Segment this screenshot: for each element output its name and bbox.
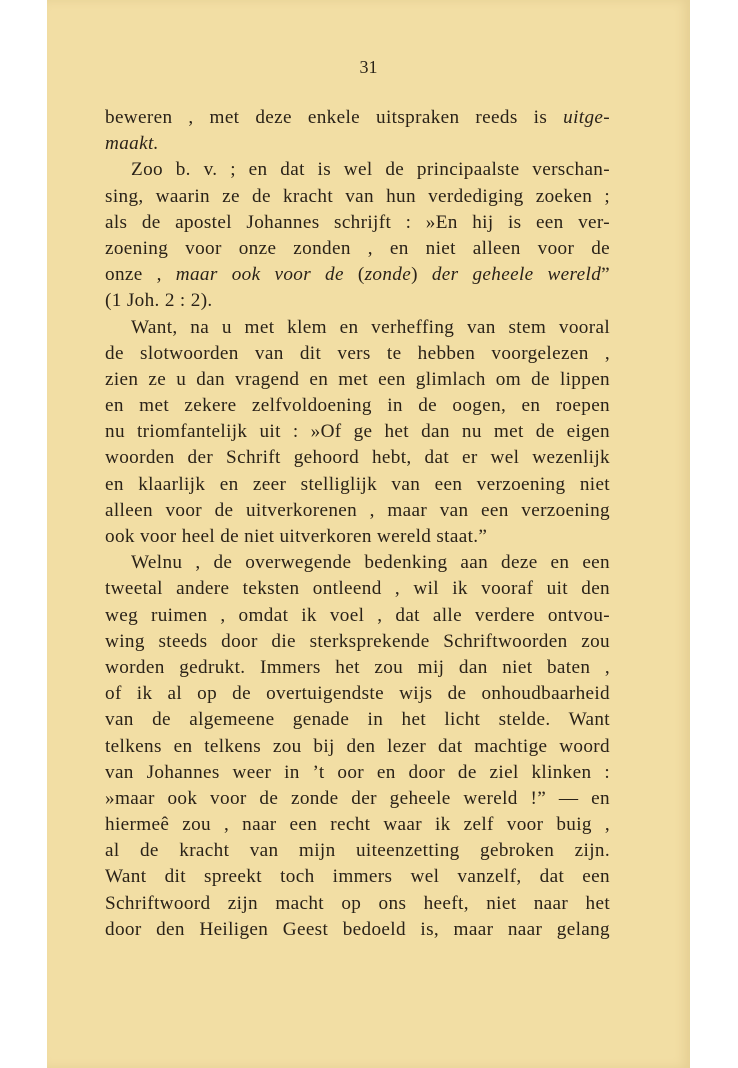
text-line [105,236,610,262]
text-segment: Welnu , de overwegende bedenking aan deze en een [131,552,610,574]
text-line [105,603,610,629]
text-line [105,131,610,157]
text-segment: of ik al op de overtuigendste wijs de onhoudbaarheid [105,683,610,705]
text-segment: onze , [105,264,176,286]
text-line [105,210,610,236]
text-line [105,419,610,445]
text-line [105,524,610,550]
text-segment: »maar ook voor de zonde der geheele wereld !” — en [105,787,610,809]
italic-text: maar ook voor de [175,264,344,286]
text-segment: van Johannes weer in ’t oor en door de ziel klinken : [105,761,610,783]
text-segment: als de apostel Johannes schrijft : »En hij is een ver- [105,211,610,233]
text-segment: hiermeê zou , naar een recht waar ik zelf voor buig , [105,814,610,836]
text-segment: ) [411,264,432,286]
text-line [105,367,610,393]
text-segment: van de algemeene genade in het licht stelde. Want [105,709,610,731]
text-line [105,891,610,917]
text-line [105,157,610,183]
body-text [105,105,610,943]
italic-text: maakt. [105,133,159,155]
text-segment: weg ruimen , omdat ik voel , dat alle verdere ontvou- [105,604,610,626]
text-segment: ” [601,264,611,286]
text-line [105,550,610,576]
text-line [105,629,610,655]
italic-text: der geheele wereld [431,264,602,286]
italic-text: zonde [364,264,412,286]
text-line [105,838,610,864]
text-segment: ook voor heel de niet uitverkoren wereld staat.” [105,526,488,547]
text-line [105,393,610,419]
text-segment: al de kracht van mijn uiteenzetting gebroken zijn. [105,840,610,862]
text-line [105,262,610,288]
text-line [105,760,610,786]
text-segment: beweren , met deze enkele uitspraken reeds is [105,107,564,128]
text-line [105,341,610,367]
text-segment: telkens en telkens zou bij den lezer dat machtige woord [105,735,610,757]
text-segment: nu triomfantelijk uit : »Of ge het dan nu met de eigen [105,421,610,443]
text-line [105,288,610,314]
text-line [105,184,610,210]
text-line [105,786,610,812]
text-line [105,655,610,681]
text-line [105,864,610,890]
text-segment: Schriftwoord zijn macht op ons heeft, niet naar het [105,892,610,914]
text-segment: en klaarlijk en zeer stelliglijk van een verzoening niet [105,473,610,495]
text-segment: worden gedrukt. Immers het zou mij dan niet baten , [105,656,610,678]
text-line [105,105,610,131]
text-line [105,445,610,471]
text-segment: door den Heiligen Geest bedoeld is, maar naar gelang [105,918,610,940]
text-segment: zien ze u dan vragend en met een glimlach om de lippen [105,368,610,390]
text-segment: tweetal andere teksten ontleend , wil ik vooraf uit den [105,578,610,600]
text-segment: alleen voor de uitverkorenen , maar van een verzoening [105,499,610,521]
text-line [105,472,610,498]
text-line [105,917,610,943]
italic-text: uitge- [563,107,610,128]
text-line [105,734,610,760]
text-segment: Zoo b. v. ; en dat is wel de principaalste verschan- [131,159,610,181]
text-line [105,812,610,838]
text-segment: wing steeds door die sterksprekende Schriftwoorden zou [105,630,610,652]
text-line [105,707,610,733]
text-line [105,576,610,602]
text-line [105,498,610,524]
text-segment: sing, waarin ze de kracht van hun verdediging zoeken ; [105,185,610,207]
page-number: 31 [359,57,378,77]
text-segment: zoening voor onze zonden , en niet alleen voor de [105,237,610,259]
text-segment: (1 Joh. 2 : 2). [105,290,213,312]
book-page [47,0,690,1068]
text-line [105,315,610,341]
text-segment: de slotwoorden van dit vers te hebben voorgelezen , [105,342,610,364]
text-segment: Want, na u met klem en verheffing van stem vooral [131,316,610,338]
text-segment: Want dit spreekt toch immers wel vanzelf, dat een [105,866,610,888]
text-segment: ( [343,264,365,286]
text-segment: woorden der Schrift gehoord hebt, dat er wel wezenlijk [105,447,610,469]
text-segment: en met zekere zelfvoldoening in de oogen, en roepen [105,395,610,417]
text-line [105,681,610,707]
